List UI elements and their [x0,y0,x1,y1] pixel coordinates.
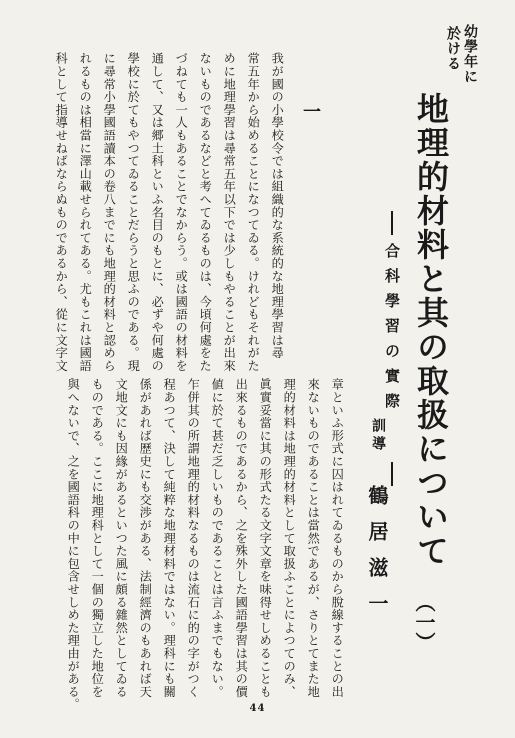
body-upper-col: 常五年から始めることになつてゐる。けれどもそれがた [246,52,261,372]
pre-title-line1: 幼學年に [462,24,478,84]
body-lower-col: ものである。ここに地理科として一個の獨立した地位を [90,378,105,698]
article-subtitle: 合科學習の實際 [383,243,401,418]
body-upper-col: 科として指導せねばならぬものであるから、從に文字文 [54,52,69,372]
body-upper-col: ないものであるなどと考へてゐるものは、今頃何處をた [198,52,213,372]
body-upper-col: れるものは相當に澤山載せられてある。尤もこれは國語 [78,52,93,372]
series-mark: （一） [412,592,436,652]
body-upper-col: 我が國の小學校令では組織的な系統的な地理學習は尋 [270,52,285,360]
body-lower-col: 出來るものであるから、之を殊外した國語學習は其の價 [234,378,249,698]
body-lower-col: 來ないものであることは當然であるが、さりとてまた地 [306,378,321,698]
body-upper-col: めに地理學習は尋常五年以下では少しもやることが出來 [222,52,237,372]
author-name: 鶴居滋一 [365,485,389,629]
body-upper-col: に尋常小學國語讀本の卷八までにも地理的材料と認めら [102,52,117,372]
body-upper-col: 通して、又は郷土科といふ名目のもとに、必ずや何處の [150,52,165,372]
subtitle-dash-top [391,211,393,235]
page-number: 44 [249,703,266,714]
subtitle-dash-bottom [391,462,393,486]
body-lower-col: 係があれば歷史にも交渉がある、法制經濟のもあれば天 [138,378,153,698]
body-lower-col: 理的材料は地理的材料として取扱ふことによつてのみ、 [282,378,297,698]
body-lower-col: 値に於て甚だ乏しいものであることは言ふまでもない。 [210,378,225,698]
pre-title-line2: 於ける [445,26,461,71]
body-lower-col: 程あつて、決して純粹な地理材料ではない。理科にも關 [162,378,177,698]
author-role: 訓導 [370,418,386,454]
body-lower-col: 章といふ形式に囚はれてゐるものから脫線することの出 [330,378,345,698]
section-number: 一 [300,102,321,120]
body-lower-col: 眞實妥當に其の形式たる文字文章を味得せしめることも [258,378,273,698]
body-upper-col: づねても一人もあることでなからう。或は國語の材料を [174,52,189,372]
body-lower-col: 文地文にも因緣があるといつた風に頗る雜然としてゐる [114,378,129,698]
body-lower-col: 與へないで、之を國語科の中に包含せしめた理由がある。 [66,378,81,711]
body-lower-col: 乍併其の所謂地理的材料なるものは流石に的の字がつく [186,378,201,698]
article-title: 地理的材料と其の取扱について [412,92,450,568]
body-upper-col: 學校に於てもやつてゐることだらうと思ふのである。現 [126,52,141,372]
